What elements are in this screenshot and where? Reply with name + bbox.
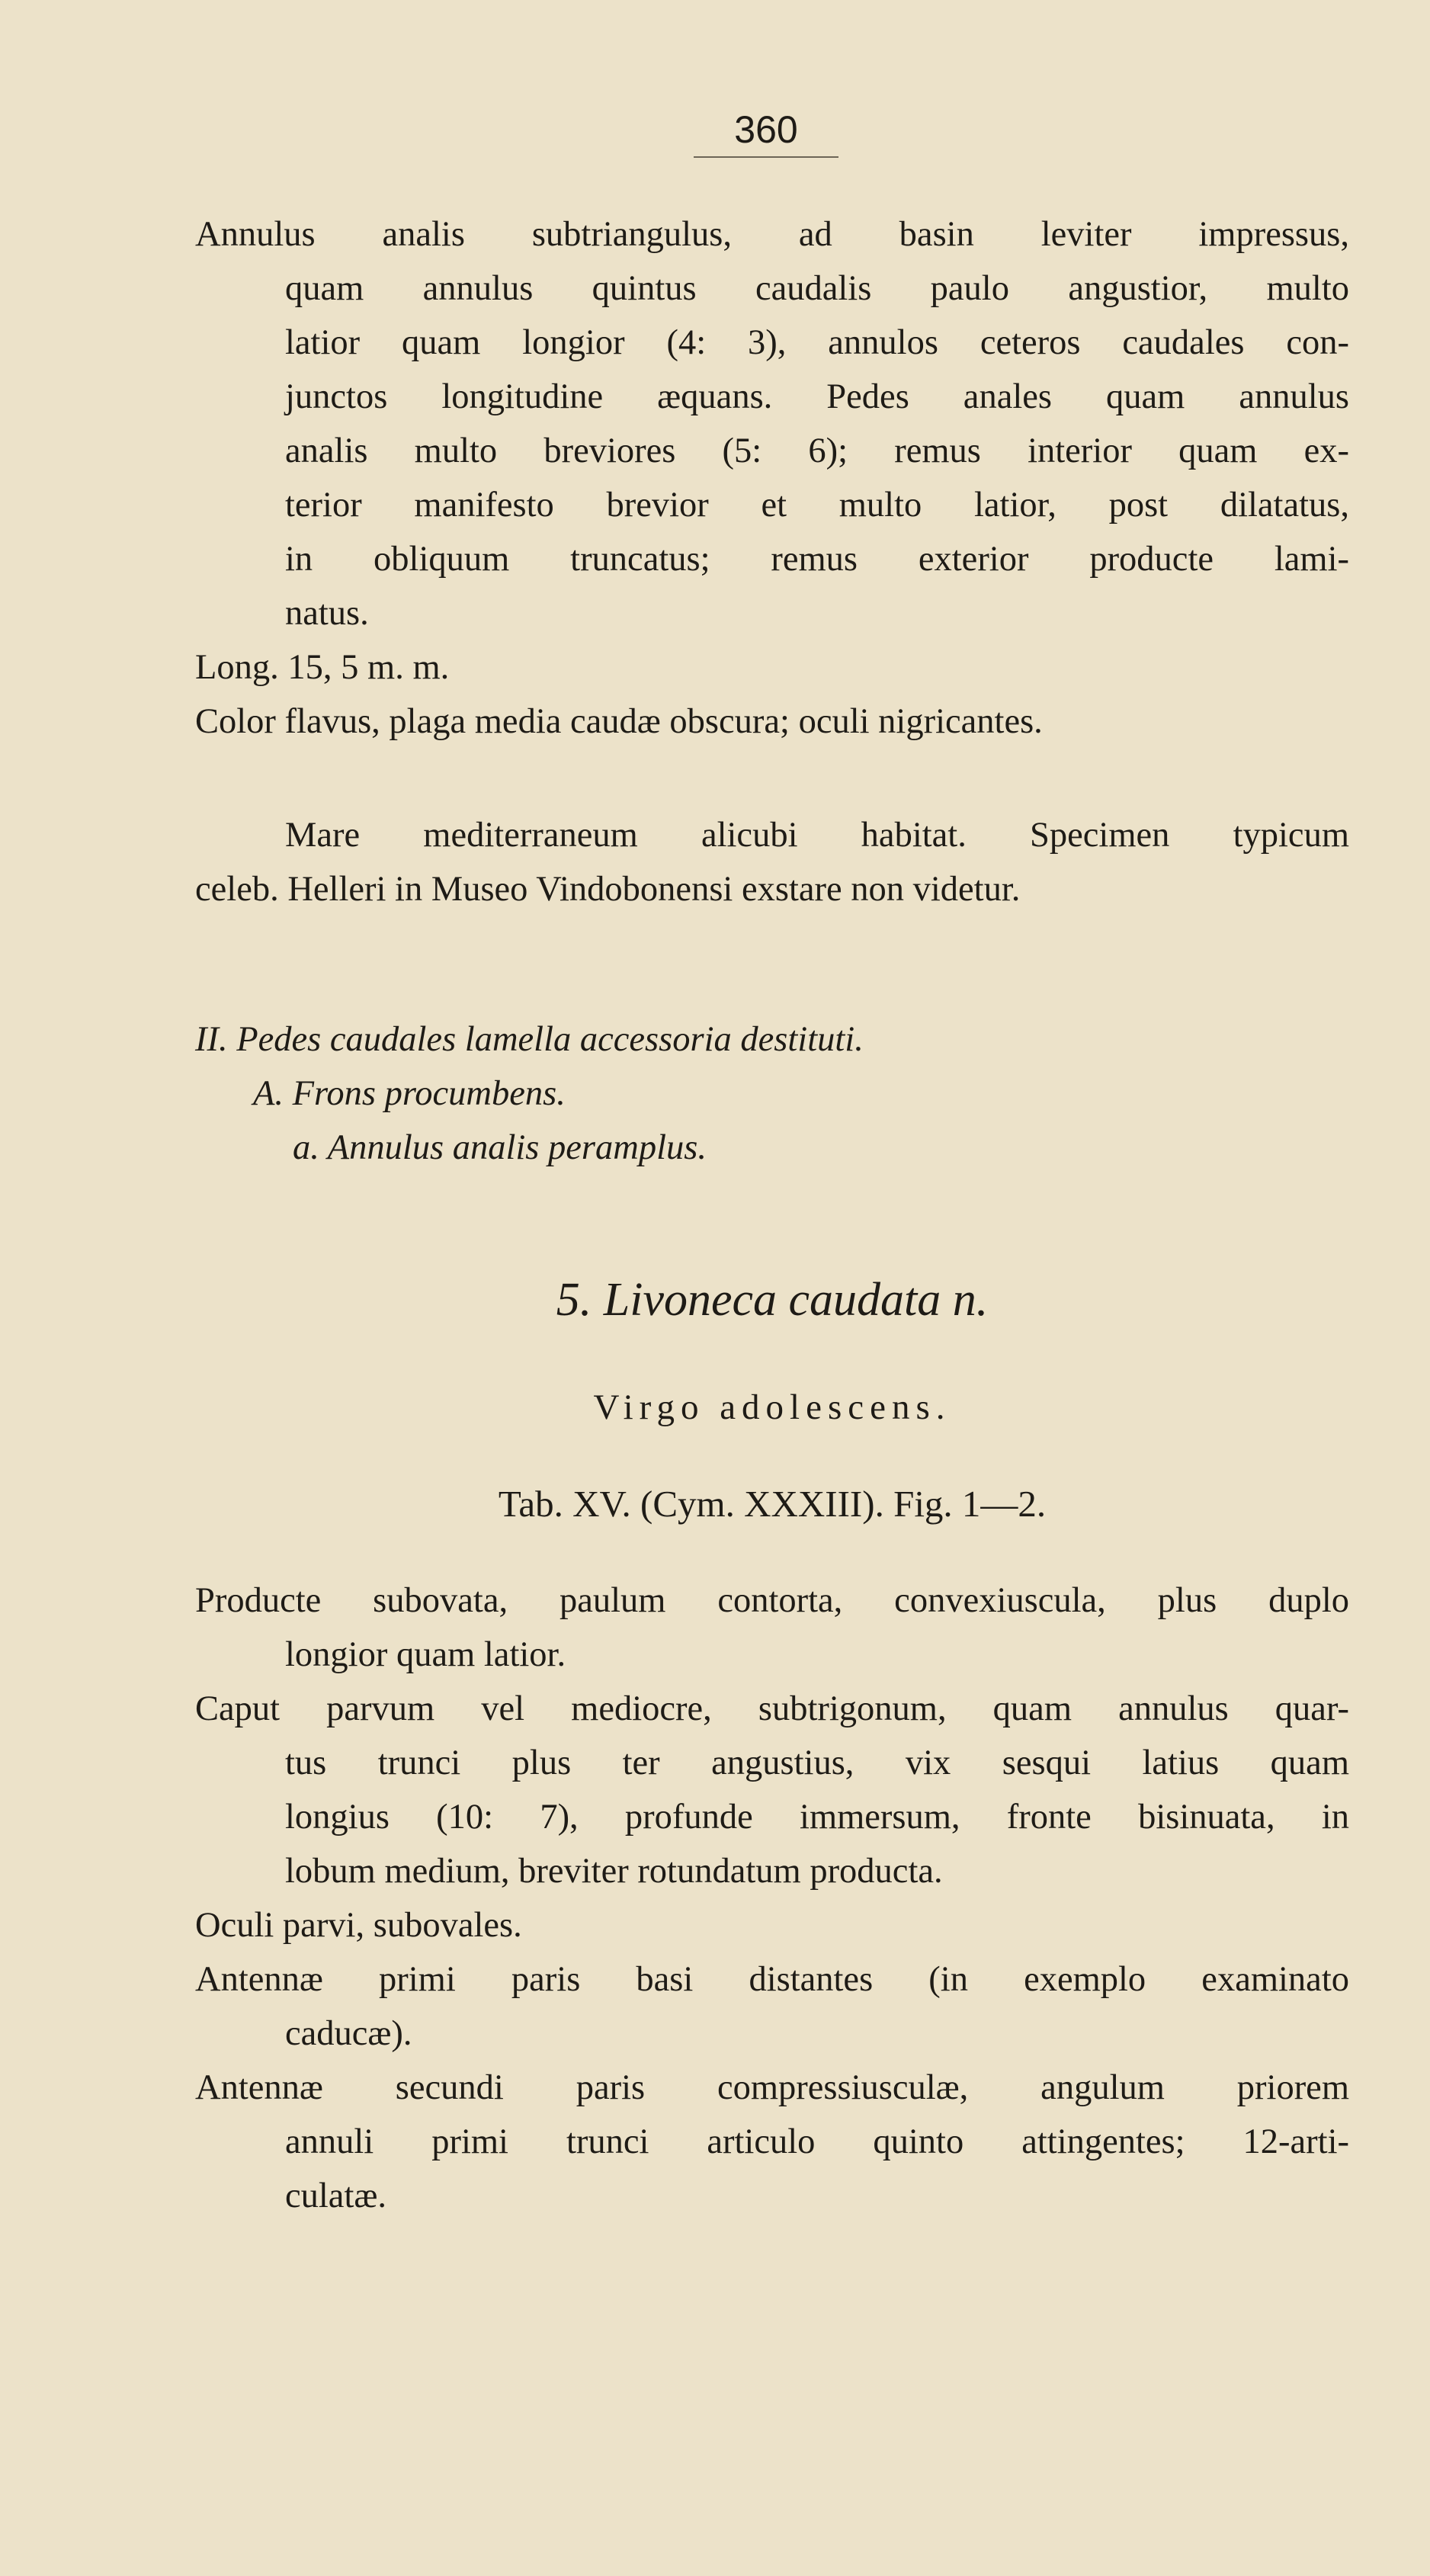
species-description [195,1574,1349,2223]
text-line: in obliquum truncatus; remus exterior producte lami- [285,540,1349,579]
plate-reference: Tab. XV. (Cym. XXXIII). Fig. 1—2. [498,1483,1047,1525]
text-line: Antennæ primi paris basi distantes (in exemplo examinato [195,1960,1349,1999]
text-line: tus trunci plus ter angustius, vix sesqui latius quam [285,1744,1349,1782]
text-line: annuli primi trunci articulo quinto attingentes; 12-arti- [285,2122,1349,2161]
text-line: celeb. Helleri in Museo Vindobonensi exstare non videtur. [195,870,1021,909]
text-line: Long. 15, 5 m. m. [195,648,450,687]
heading-group-a: A. Frons procumbens. [253,1074,566,1113]
text-line: longius (10: 7), profunde immersum, fronte bisinuata, in [285,1798,1349,1837]
text-line: caducæ). [285,2014,412,2053]
text-line: Producte subovata, paulum contorta, convexiuscula, plus duplo [195,1581,1349,1620]
page-number: 360 [734,108,798,151]
text-line: latior quam longior (4: 3), annulos ceteros caudales con- [285,323,1349,362]
text-line: natus. [285,594,369,633]
key-headings [195,1012,1349,1175]
heading-group-ii: II. Pedes caudales lamella accessoria destituti. [195,1020,864,1059]
text-line: Caput parvum vel mediocre, subtrigonum, quam annulus quar- [195,1689,1349,1728]
text-line: terior manifesto brevior et multo latior, post dilatatus, [285,486,1349,525]
heading-group-a-lower: a. Annulus analis peramplus. [293,1128,707,1167]
text-line: Antennæ secundi paris compressiusculæ, angulum priorem [195,2068,1349,2107]
page-number-rule [694,156,838,158]
specimen-subtitle: Virgo adolescens. [593,1387,951,1427]
text-line: lobum medium, breviter rotundatum producta. [285,1852,943,1891]
text-line: junctos longitudine æquans. Pedes anales quam annulus [285,377,1349,416]
text-line: Color flavus, plaga media caudæ obscura; oculi nigricantes. [195,702,1043,741]
text-line: Mare mediterraneum alicubi habitat. Specimen typicum [285,816,1349,855]
text-line: longior quam latior. [285,1635,566,1674]
anal-segment-description [195,207,1349,749]
text-line: culatæ. [285,2177,387,2215]
text-line: Oculi parvi, subovales. [195,1906,522,1945]
species-title: 5. Livoneca caudata n. [556,1274,989,1326]
text-line: quam annulus quintus caudalis paulo angustior, multo [285,269,1349,308]
habitat-paragraph [195,808,1349,916]
text-line: analis multo breviores (5: 6); remus interior quam ex- [285,431,1349,470]
text-line: Annulus analis subtriangulus, ad basin leviter impressus, [195,215,1349,254]
